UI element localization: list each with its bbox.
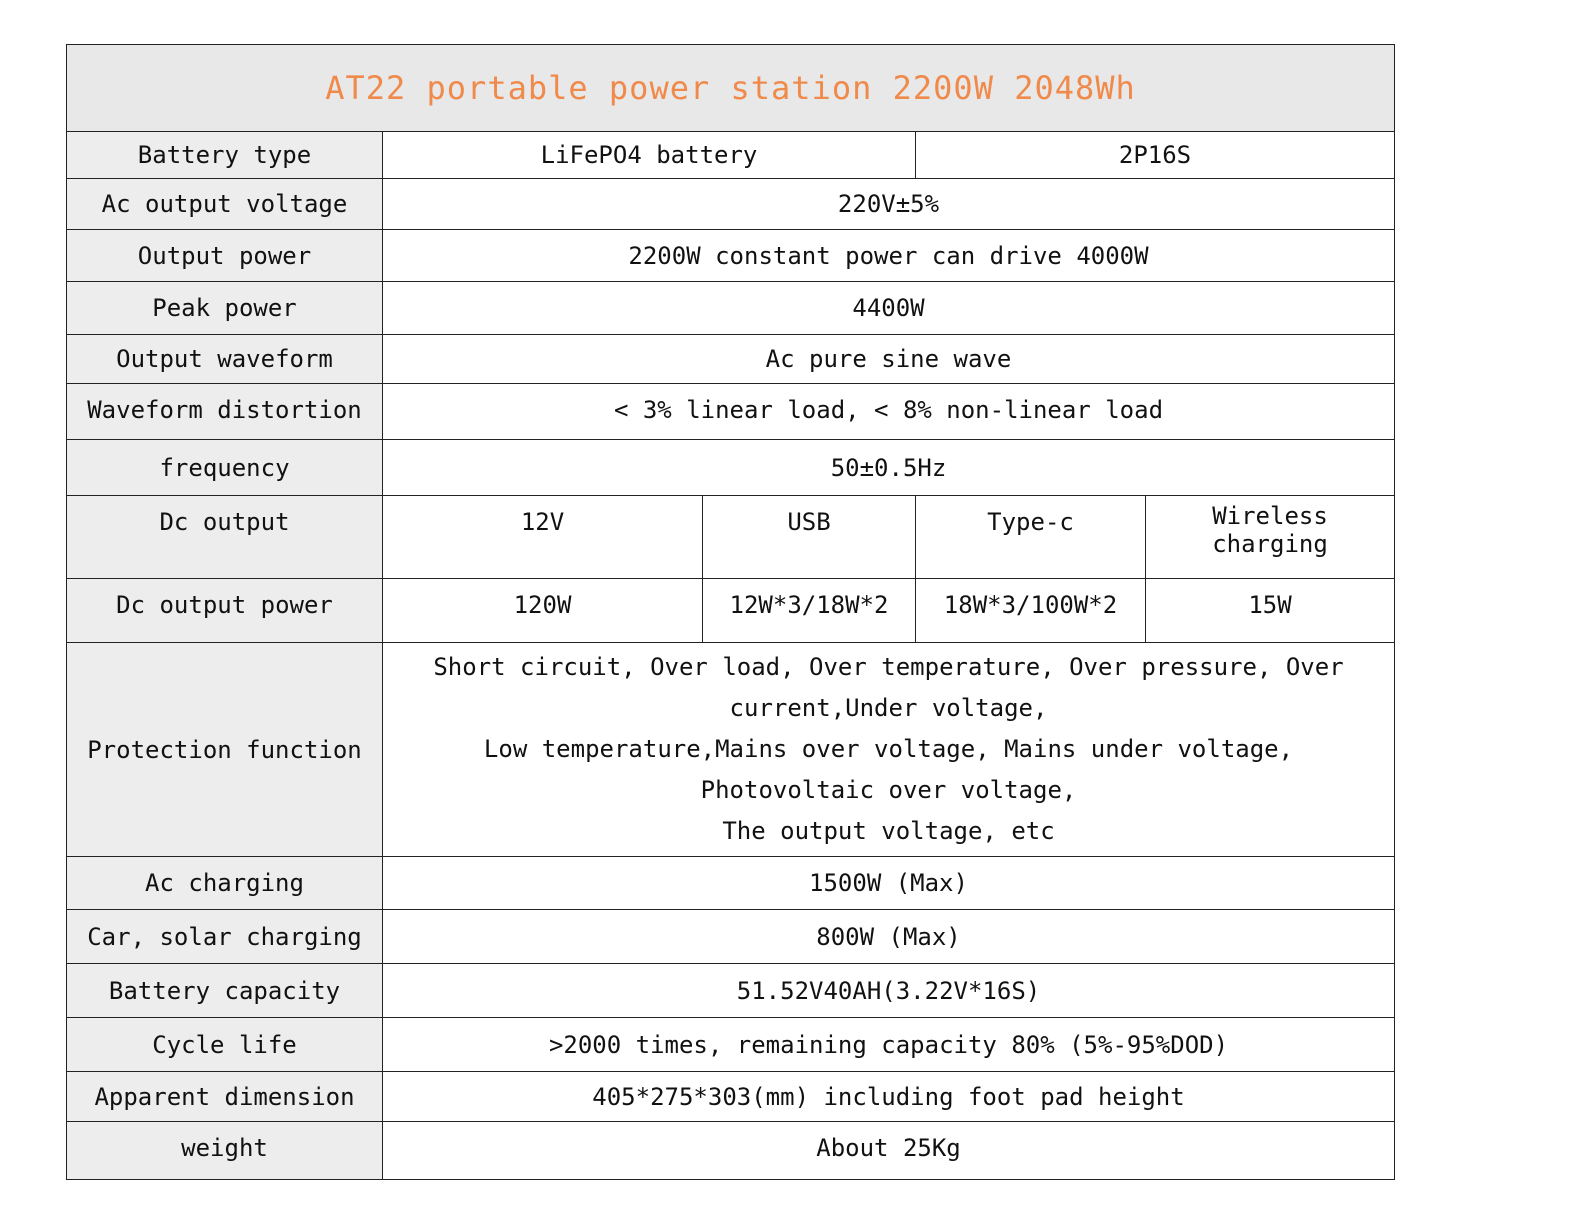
- value-peak-power: 4400W: [383, 282, 1395, 335]
- row-dc-output-power: [67, 579, 1395, 643]
- label-cycle-life: Cycle life: [67, 1018, 383, 1072]
- value-waveform-distortion: < 3% linear load, < 8% non-linear load: [383, 384, 1395, 440]
- value-dc-output-type-c: Type-c: [916, 496, 1146, 579]
- row-apparent-dimension: [67, 1072, 1395, 1122]
- value-apparent-dimension: 405*275*303(mm) including foot pad height: [383, 1072, 1395, 1122]
- row-battery-capacity: [67, 964, 1395, 1018]
- label-ac-charging: Ac charging: [67, 857, 383, 910]
- label-waveform-distortion: Waveform distortion: [67, 384, 383, 440]
- row-battery-type: [67, 132, 1395, 179]
- value-battery-type: LiFePO4 battery: [383, 132, 916, 179]
- label-battery-capacity: Battery capacity: [67, 964, 383, 1018]
- label-protection-function: Protection function: [67, 643, 383, 857]
- label-frequency: frequency: [67, 440, 383, 496]
- value-dc-power-type-c: 18W*3/100W*2: [916, 579, 1146, 643]
- value-frequency: 50±0.5Hz: [383, 440, 1395, 496]
- value-dc-power-12v: 120W: [383, 579, 703, 643]
- value-dc-power-usb: 12W*3/18W*2: [703, 579, 916, 643]
- value-car-solar-charging: 800W (Max): [383, 910, 1395, 964]
- label-output-waveform: Output waveform: [67, 335, 383, 384]
- label-ac-output-voltage: Ac output voltage: [67, 179, 383, 230]
- row-peak-power: [67, 282, 1395, 335]
- label-dc-output: Dc output: [67, 496, 383, 579]
- title-row: [67, 45, 1395, 132]
- row-weight: [67, 1122, 1395, 1180]
- table-title: AT22 portable power station 2200W 2048Wh: [67, 45, 1395, 132]
- label-apparent-dimension: Apparent dimension: [67, 1072, 383, 1122]
- protection-line-2: Low temperature,Mains over voltage, Mains under voltage, Photovoltaic over voltage,: [483, 735, 1294, 804]
- row-dc-output: [67, 496, 1395, 579]
- row-output-power: [67, 230, 1395, 282]
- value-ac-output-voltage: 220V±5%: [383, 179, 1395, 230]
- value-ac-charging: 1500W (Max): [383, 857, 1395, 910]
- value-dc-output-usb: USB: [703, 496, 916, 579]
- row-ac-charging: [67, 857, 1395, 910]
- protection-line-3: The output voltage, etc: [722, 817, 1055, 845]
- spec-table: [66, 44, 1395, 1180]
- value-dc-output-wireless: Wireless charging: [1146, 496, 1395, 579]
- value-weight: About 25Kg: [383, 1122, 1395, 1180]
- value-dc-power-wireless: 15W: [1146, 579, 1395, 643]
- row-waveform-distortion: [67, 384, 1395, 440]
- label-weight: weight: [67, 1122, 383, 1180]
- label-output-power: Output power: [67, 230, 383, 282]
- row-protection-function: [67, 643, 1395, 857]
- label-peak-power: Peak power: [67, 282, 383, 335]
- value-battery-config: 2P16S: [916, 132, 1395, 179]
- label-battery-type: Battery type: [67, 132, 383, 179]
- value-dc-output-12v: 12V: [383, 496, 703, 579]
- value-output-power: 2200W constant power can drive 4000W: [383, 230, 1395, 282]
- row-cycle-life: [67, 1018, 1395, 1072]
- row-car-solar-charging: [67, 910, 1395, 964]
- value-output-waveform: Ac pure sine wave: [383, 335, 1395, 384]
- row-frequency: [67, 440, 1395, 496]
- value-battery-capacity: 51.52V40AH(3.22V*16S): [383, 964, 1395, 1018]
- row-output-waveform: [67, 335, 1395, 384]
- protection-line-1: Short circuit, Over load, Over temperature, Over pressure, Over current,Under voltage,: [433, 653, 1344, 722]
- label-dc-output-power: Dc output power: [67, 579, 383, 643]
- value-protection-function: [383, 643, 1395, 857]
- row-ac-output-voltage: [67, 179, 1395, 230]
- label-car-solar-charging: Car, solar charging: [67, 910, 383, 964]
- value-cycle-life: >2000 times, remaining capacity 80% (5%-95%DOD): [383, 1018, 1395, 1072]
